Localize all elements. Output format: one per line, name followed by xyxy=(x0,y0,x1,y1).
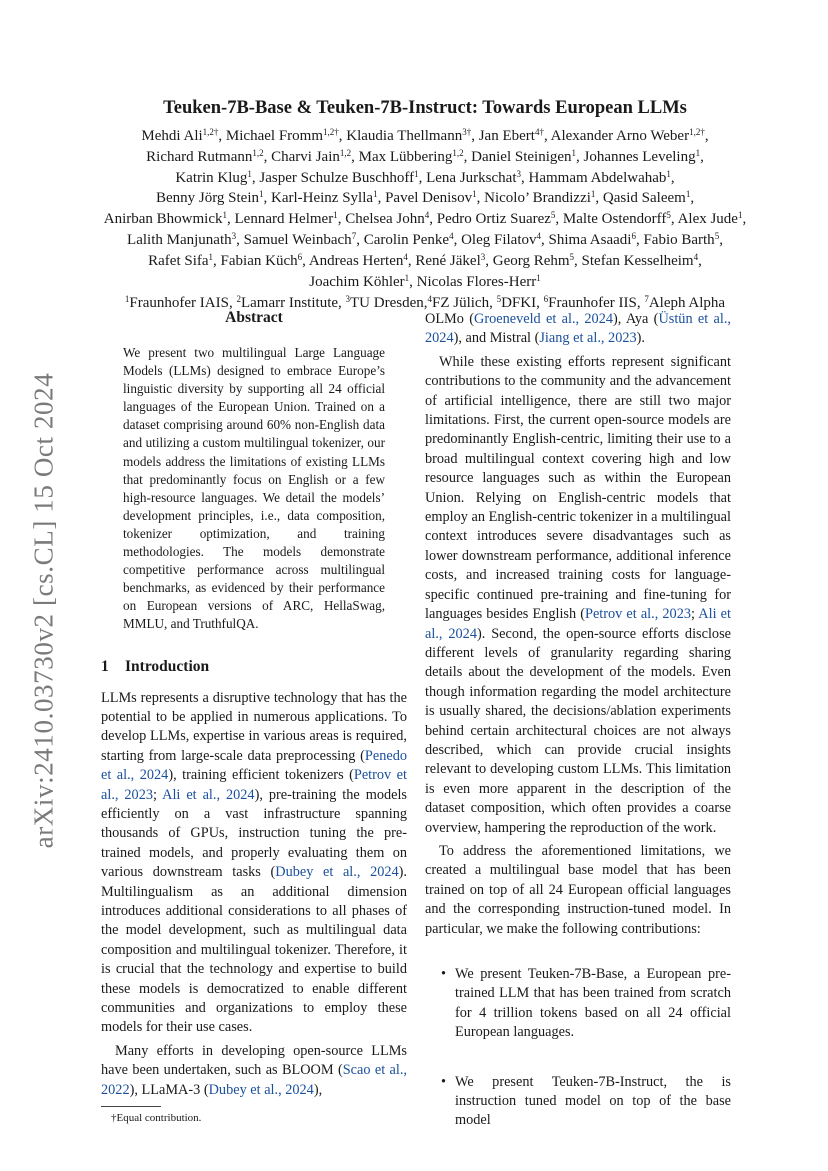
author-line: Richard Rutmann$^{1,2}$, Charvi Jain$^{1,2}$, Max Lübbering$^{1,2}$, Daniel Steinigen$^1$, Johannes Leveling$^1$, xyxy=(146,147,704,165)
author-name: Samuel Weinbach xyxy=(243,231,352,248)
author-affiliation-marker: 1 xyxy=(536,272,541,283)
citation-link[interactable]: Ali et al., 2024 xyxy=(425,606,731,642)
author-line: Benny Jörg Stein$^1$, Karl-Heinz Sylla$^1$, Pavel Denisov$^1$, Nicolo’ Brandizzi$^1$, Qasid Saleem$^1$, xyxy=(155,189,695,207)
author-affiliation-marker: 5 xyxy=(569,251,575,262)
author-affiliation-marker: 3 xyxy=(231,230,237,241)
author-affiliation-marker: 1 xyxy=(685,189,691,200)
author-affiliation-marker: 5 xyxy=(666,210,671,221)
author-name: Rafet Sifa xyxy=(148,252,209,269)
section-title: Introduction xyxy=(125,657,210,675)
affiliation-marker: 2 xyxy=(236,294,241,305)
affiliation-marker: 4 xyxy=(427,294,432,305)
contribution-item xyxy=(425,1073,731,1131)
affiliation-name: Fraunhofer IIS, xyxy=(548,295,645,312)
author-name: Katrin Klug xyxy=(175,169,248,186)
author-affiliation-marker: 1,2 xyxy=(339,147,352,158)
author-affiliation-marker: 1,2† xyxy=(689,127,705,137)
author-name: Jan Ebert xyxy=(478,128,535,144)
author-affiliation-marker: 1 xyxy=(472,189,477,200)
author-list xyxy=(60,126,790,292)
right-column xyxy=(425,310,731,1161)
author-affiliation-marker: 1,2 xyxy=(252,147,264,158)
author-name: Max Lübbering xyxy=(358,148,453,165)
affiliation-name: FZ Jülich, xyxy=(432,295,497,312)
author-line: Katrin Klug$^1$, Jasper Schulze Buschhoff$^1$, Lena Jurkschat$^3$, Hammam Abdelwahab$^1$, xyxy=(175,168,675,186)
author-name: Pedro Ortiz Suarez xyxy=(436,211,551,228)
contribution-text: We present Teuken-7B-Base, a European pre-trained LLM that has been trained from scratch for 4 trillion tokens based on all 24 official European languages. xyxy=(455,966,731,1041)
author-affiliation-marker: 4 xyxy=(693,251,699,262)
author-affiliation-marker: 4† xyxy=(534,127,544,137)
footnote: †Equal contribution. xyxy=(111,1112,202,1125)
paragraph: LLMs represents a disruptive technology that has the potential to be applied in numerous applications. To develop LLMs, expertise in various areas is required, starting from large-scale data preprocessing (Penedo et al., 2024), training efficient tokenizers (Petrov et al., 2023; Ali et al., 2024), pre-training the models efficiently on a vast infrastructure spanning thousands of GPUs, instruction tuning the pre-trained models, and properly evaluating them on various downstream tasks (Dubey et al., 2024). Multilingualism as an additional dimension introduces additional considerations to all phases of the model development, such as multilingual data composition and multilingual tokenizer. Therefore, it is crucial that the technology and expertise to build these models is democratized to enable different communities and organizations to employ these models for their use cases. xyxy=(101,689,408,1036)
author-name: Daniel Steinigen xyxy=(471,148,572,165)
author-name: Shima Asaadi xyxy=(548,231,632,248)
author-line: Mehdi Ali$^{1,2\dagger}$, Michael Fromm$^{1,2\dagger}$, Klaudia Thellmann$^{3\dagger}$, Jan Ebert$^{4\dagger}$, Alexander Arno Weber$^{1,2\dagger}$, xyxy=(141,127,709,144)
affiliation-marker: 1 xyxy=(124,294,130,305)
author-name: Fabian Küch xyxy=(220,252,298,269)
citation-link[interactable]: Petrov et al., 2023 xyxy=(585,606,691,623)
author-name: Mehdi Ali xyxy=(141,128,203,144)
author-name: Jasper Schulze Buschhoff xyxy=(259,169,415,186)
citation-link[interactable]: Dubey et al., 2024 xyxy=(208,1081,314,1098)
paper-title: Teuken-7B-Base & Teuken-7B-Instruct: Towards European LLMs xyxy=(163,98,687,118)
author-name: Nicolas Flores-Herr xyxy=(416,273,537,290)
author-name: Hammam Abdelwahab xyxy=(528,169,667,186)
author-name: Andreas Herten xyxy=(308,252,404,269)
affiliation-name: DFKI, xyxy=(501,295,544,312)
contribution-item xyxy=(425,965,731,1043)
author-affiliation-marker: 1 xyxy=(590,189,596,200)
citation-link[interactable]: Groeneveld et al., 2024 xyxy=(474,311,613,327)
author-affiliation-marker: 1 xyxy=(414,168,419,179)
author-name: Oleg Filatov xyxy=(461,231,537,248)
author-affiliation-marker: 4 xyxy=(449,230,454,241)
author-affiliation-marker: 1 xyxy=(222,210,227,221)
author-affiliation-marker: 1,2 xyxy=(452,147,464,158)
author-affiliation-marker: 1 xyxy=(259,189,264,200)
author-name: Michael Fromm xyxy=(225,128,323,144)
contribution-text: We present Teuken-7B-Instruct, the is instruction tuned model on top of the base model xyxy=(455,1073,731,1129)
affiliation-name: TU Dresden, xyxy=(350,295,428,312)
author-affiliation-marker: 7 xyxy=(351,230,357,241)
author-affiliation-marker: 1 xyxy=(373,189,378,200)
author-name: Klaudia Thellmann xyxy=(346,128,463,144)
author-name: Georg Rehm xyxy=(492,252,570,269)
author-affiliation-marker: 1,2† xyxy=(202,127,219,137)
author-name: Lalith Manjunath xyxy=(127,231,232,248)
author-name: Chelsea John xyxy=(345,211,425,228)
citation-link[interactable]: Ali et al., 2024 xyxy=(162,786,255,803)
paragraph: OLMo (Groeneveld et al., 2024), Aya (Üstün et al., 2024), and Mistral (Jiang et al., 2023). xyxy=(425,311,731,347)
author-name: Joachim Köhler xyxy=(309,273,405,290)
arxiv-identifier xyxy=(24,370,64,850)
author-affiliation-marker: 1 xyxy=(247,168,252,179)
arxiv-identifier-text: arXiv:2410.03730v2 [cs.CL] 15 Oct 2024 xyxy=(28,372,59,848)
author-affiliation-marker: 4 xyxy=(424,210,430,221)
bullet-icon: • xyxy=(441,966,447,982)
author-affiliation-marker: 1 xyxy=(333,210,338,221)
citation-link[interactable]: Penedo et al., 2024 xyxy=(101,747,407,784)
footnote-divider xyxy=(101,1106,161,1107)
author-name: Anirban Bhowmick xyxy=(103,211,223,228)
paragraph: To address the aforementioned limitations, we created a multilingual base model that has been trained on top of all 24 European official languages and the corresponding instruction-tuned model. In particular, we make the following contributions: xyxy=(425,842,731,937)
author-name: Alexander Arno Weber xyxy=(550,128,690,144)
citation-link[interactable]: Jiang et al., 2023 xyxy=(539,330,637,347)
author-name: Lennard Helmer xyxy=(234,211,334,228)
author-name: René Jäkel xyxy=(415,252,481,269)
paragraph: Many efforts in developing open-source LLMs have been undertaken, such as BLOOM (Scao et al., 2022), LLaMA-3 (Dubey et al., 2024), xyxy=(101,1042,407,1098)
author-line: Rafet Sifa$^1$, Fabian Küch$^6$, Andreas Herten$^4$, René Jäkel$^3$, Georg Rehm$^5$, Stefan Kesselheim$^4$, xyxy=(148,251,702,269)
affiliation-marker: 7 xyxy=(644,294,649,305)
author-name: Johannes Leveling xyxy=(583,148,696,165)
citation-link[interactable]: Üstün et al., 2024 xyxy=(425,311,731,347)
author-affiliation-marker: 5 xyxy=(550,210,556,221)
citation-link[interactable]: Petrov et al., 2023 xyxy=(101,767,407,803)
author-affiliation-marker: 3 xyxy=(516,168,521,179)
author-affiliation-marker: 3† xyxy=(462,127,472,137)
author-name: Charvi Jain xyxy=(271,148,340,165)
author-name: Qasid Saleem xyxy=(602,190,686,207)
author-affiliation-marker: 1 xyxy=(695,147,701,158)
affiliation-marker: 3 xyxy=(345,294,351,305)
section-number: 1 xyxy=(101,657,109,675)
author-affiliation-marker: 1,2† xyxy=(323,127,339,137)
author-name: Pavel Denisov xyxy=(385,190,473,207)
author-affiliation-marker: 4 xyxy=(403,251,408,262)
paragraph: While these existing efforts represent significant contributions to the community and the advancement of artificial intelligence, there are still two major limitations. First, the current open-source models are predominantly English-centric, limiting their use to a broad multilingual context covering high and low resource languages such as within the European Union. Relying on English-centric models that employ an English-centric tokenizer in a multilingual context introduces severe disadvantages such as lower downstream performance, additional inference costs, and increased training costs for language-specific continued pre-training and fine-tuning for languages besides English (Petrov et al., 2023; Ali et al., 2024). Second, the open-source efforts disclose different levels of granularity regarding sharing details about the development of the models. Even though information regarding the model architecture is usually shared, the decisions/ablation experiments behind certain architectural choices are not always described, which can provide crucial insights relevant to developing custom LLMs. This limitation is even more apparent in the description of the dataset composition, which often provides a coarse overview, hampering the reproduction of the work. xyxy=(425,353,731,836)
introduction-right-text xyxy=(425,310,731,939)
contributions-list xyxy=(425,965,731,1131)
affiliation-name: Aleph Alpha xyxy=(648,295,726,312)
author-affiliation-marker: 1 xyxy=(208,251,214,262)
author-name: Lena Jurkschat xyxy=(426,169,517,186)
affiliation-name: Lamarr Institute, xyxy=(240,295,346,312)
author-affiliation-marker: 6 xyxy=(297,251,303,262)
section-heading-introduction xyxy=(101,657,407,677)
affiliation-marker: 5 xyxy=(496,294,502,305)
citation-link[interactable]: Scao et al., 2022 xyxy=(101,1062,407,1098)
author-line: Anirban Bhowmick$^1$, Lennard Helmer$^1$, Chelsea John$^4$, Pedro Ortiz Suarez$^5$, Malte Ostendorff$^5$, Alex Jude$^1$, xyxy=(103,210,747,228)
author-name: Stefan Kesselheim xyxy=(581,252,694,269)
introduction-left-text xyxy=(101,689,407,1101)
author-line: Joachim Köhler$^1$, Nicolas Flores-Herr$^1$ xyxy=(309,272,541,290)
author-line: Lalith Manjunath$^3$, Samuel Weinbach$^7$, Carolin Penke$^4$, Oleg Filatov$^4$, Shima Asaadi$^6$, Fabio Barth$^5$, xyxy=(127,230,723,248)
author-name: Carolin Penke xyxy=(363,231,450,248)
author-name: Benny Jörg Stein xyxy=(155,190,259,207)
author-affiliation-marker: 6 xyxy=(631,230,636,241)
author-affiliation-marker: 1 xyxy=(404,272,410,283)
author-affiliation-marker: 4 xyxy=(536,230,542,241)
author-affiliation-marker: 5 xyxy=(714,230,720,241)
affiliation-name: Fraunhofer IAIS, xyxy=(129,295,237,312)
author-affiliation-marker: 1 xyxy=(571,147,577,158)
author-affiliation-marker: 1 xyxy=(666,168,671,179)
author-name: Richard Rutmann xyxy=(146,148,253,165)
abstract-heading: Abstract xyxy=(225,309,283,326)
abstract-text: We present two multilingual Large Language Models (LLMs) designed to embrace Europe’s linguistic diversity by supporting all 24 official languages of the European Union. Trained on a dataset comprising around 60% non-English data and utilizing a custom multilingual tokenizer, our models address the limitations of existing LLMs that predominantly focus on English or a few high-resource languages. We detail the models’ development principles, i.e., data composition, tokenizer optimization, and training methodologies. The models demonstrate competitive performance across multilingual benchmarks, as evidenced by their performance on European versions of ARC, HellaSwag, MMLU, and TruthfulQA. xyxy=(123,345,385,632)
author-name: Alex Jude xyxy=(677,211,738,228)
author-name: Nicolo’ Brandizzi xyxy=(484,190,591,207)
citation-link[interactable]: Dubey et al., 2024 xyxy=(275,864,399,881)
author-affiliation-marker: 1 xyxy=(737,210,743,221)
author-name: Fabio Barth xyxy=(643,231,715,248)
bullet-icon: • xyxy=(441,1073,447,1090)
left-column xyxy=(101,308,407,1125)
author-name: Karl-Heinz Sylla xyxy=(271,190,374,207)
paper-header xyxy=(60,96,790,313)
author-affiliation-marker: 3 xyxy=(480,251,486,262)
affiliation-marker: 6 xyxy=(543,294,549,305)
author-name: Malte Ostendorff xyxy=(562,211,667,228)
